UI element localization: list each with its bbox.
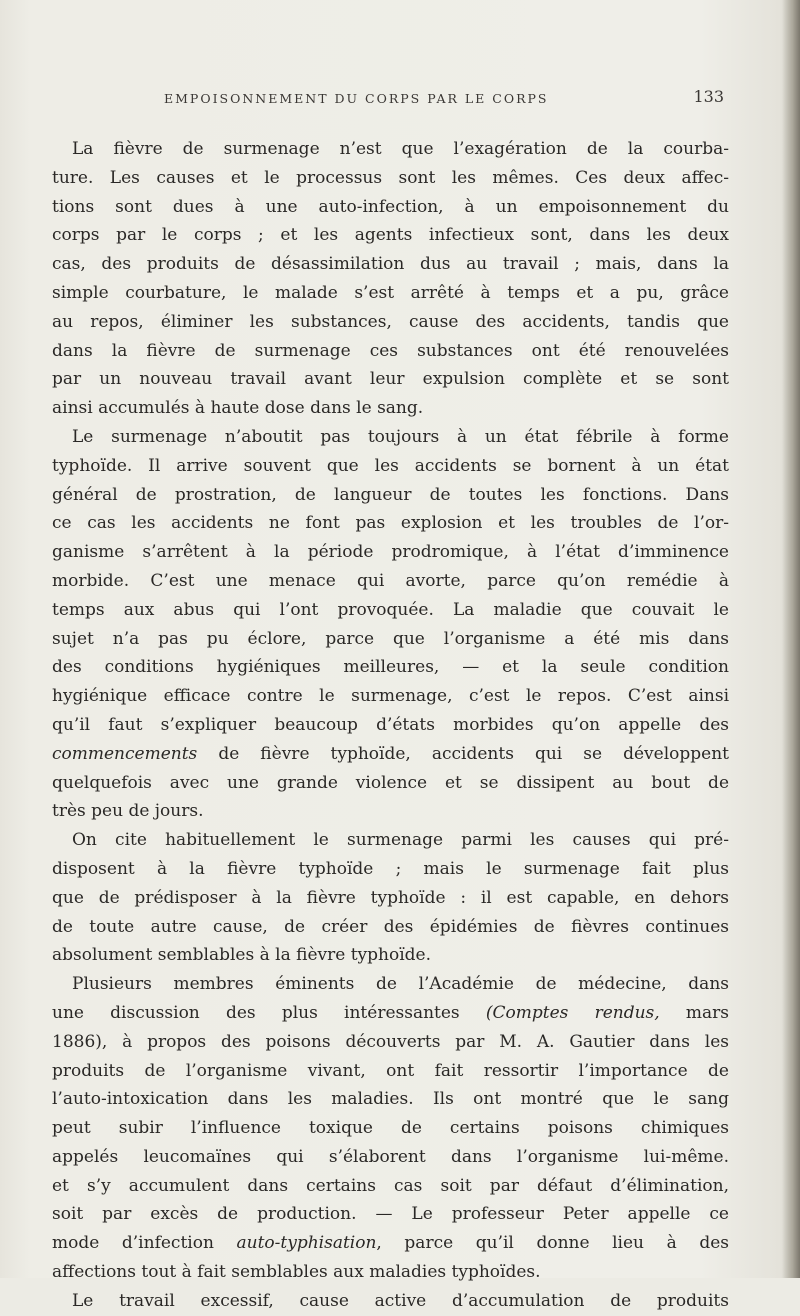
text-line (52, 221, 729, 250)
text-line (52, 193, 729, 222)
text-segment: soit par excès de production. — Le professeur Peter appelle ce (52, 1204, 729, 1225)
text-line (52, 337, 729, 366)
text-segment: peut subir l’influence toxique de certains poisons chimiques (52, 1118, 729, 1139)
text-segment: Le surmenage n’aboutit pas toujours à un état fébrile à forme (72, 426, 729, 447)
text-segment: appelés leucomaïnes qui s’élaborent dans l’organisme lui-même. (52, 1146, 729, 1167)
text-line (52, 1287, 729, 1316)
text-segment: typhoïde. Il arrive souvent que les accidents se bornent à un état (52, 455, 729, 476)
text-line (52, 884, 729, 913)
text-line (52, 279, 729, 308)
text-line (52, 1172, 729, 1201)
italic-text: auto-typhisation (236, 1233, 377, 1254)
text-segment: 1886), à propos des poisons découverts par M. A. Gautier dans les (52, 1031, 729, 1052)
text-line (52, 394, 729, 423)
text-segment: général de prostration, de langueur de toutes les fonctions. Dans (52, 484, 729, 505)
text-segment: par un nouveau travail avant leur expulsion complète et se sont (52, 369, 729, 390)
text-line (52, 913, 729, 942)
text-line (52, 481, 729, 510)
text-line (52, 1114, 729, 1143)
text-segment: ainsi accumulés à haute dose dans le sang. (52, 398, 424, 419)
text-segment: qu’il faut s’expliquer beaucoup d’états morbides qu’on appelle des (52, 714, 729, 735)
text-line (52, 452, 729, 481)
text-line (52, 797, 729, 826)
text-line (52, 365, 729, 394)
text-segment: absolument semblables à la fièvre typhoïde. (52, 945, 431, 966)
text-line (52, 711, 729, 740)
text-segment: cas, des produits de désassimilation dus au travail ; mais, dans la (52, 254, 729, 275)
text-segment: au repos, éliminer les substances, cause des accidents, tandis que (52, 311, 729, 332)
body-text (52, 135, 729, 1316)
text-segment: ture. Les causes et le processus sont les mêmes. Ces deux affec- (52, 167, 729, 188)
text-segment: quelquefois avec une grande violence et se dissipent au bout de (52, 772, 729, 793)
text-line (52, 1229, 729, 1258)
text-segment: ganisme s’arrêtent à la période prodromique, à l’état d’imminence (52, 542, 729, 563)
text-line (52, 1143, 729, 1172)
text-line (52, 509, 729, 538)
text-segment: corps par le corps ; et les agents infectieux sont, dans les deux (52, 225, 729, 246)
text-segment: disposent à la fièvre typhoïde ; mais le surmenage fait plus (52, 858, 729, 879)
text-line (52, 999, 729, 1028)
text-line (52, 1200, 729, 1229)
text-segment: La fièvre de surmenage n’est que l’exagération de la courba- (72, 139, 729, 159)
page-number: 133 (693, 87, 724, 106)
page-header (164, 87, 724, 111)
italic-text: commencements (52, 743, 198, 764)
text-line (52, 941, 729, 970)
text-line (52, 135, 729, 164)
text-segment: une discussion des plus intéressantes (52, 1002, 486, 1023)
italic-text: (Comptes rendus, (485, 1002, 660, 1023)
text-line (52, 653, 729, 682)
text-line (52, 855, 729, 884)
text-line (52, 826, 729, 855)
text-segment: l’auto-intoxication dans les maladies. Ils ont montré que le sang (52, 1089, 729, 1110)
page-spine-shadow (782, 0, 800, 1278)
text-segment: produits de l’organisme vivant, ont fait ressortir l’importance de (52, 1060, 729, 1081)
text-line (52, 970, 729, 999)
text-segment: sujet n’a pas pu éclore, parce que l’organisme a été mis dans (52, 628, 729, 649)
text-segment: que de prédisposer à la fièvre typhoïde : il est capable, en dehors (52, 887, 729, 908)
text-line (52, 682, 729, 711)
text-segment: morbide. C’est une menace qui avorte, parce qu’on remédie à (52, 570, 729, 591)
text-line (52, 1085, 729, 1114)
text-segment: temps aux abus qui l’ont provoquée. La maladie que couvait le (52, 599, 729, 620)
text-segment: dans la fièvre de surmenage ces substances ont été renouvelées (52, 340, 729, 361)
text-line (52, 1258, 729, 1287)
text-line (52, 1057, 729, 1086)
text-segment: mode d’infection (52, 1233, 237, 1254)
text-segment: On cite habituellement le surmenage parmi les causes qui pré- (72, 830, 729, 851)
text-line (52, 596, 729, 625)
text-segment: de fièvre typhoïde, accidents qui se développent (197, 743, 729, 764)
text-segment: hygiénique efficace contre le surmenage, c’est le repos. C’est ainsi (52, 686, 729, 707)
text-line (52, 423, 729, 452)
text-segment: de toute autre cause, de créer des épidémies de fièvres continues (52, 916, 729, 937)
text-segment: tions sont dues à une auto-infection, à un empoisonnement du (52, 196, 729, 217)
text-segment: mars (659, 1002, 729, 1023)
text-segment: Le travail excessif, cause active d’accumulation de produits (72, 1290, 729, 1311)
text-segment: simple courbature, le malade s’est arrêté à temps et a pu, grâce (52, 282, 729, 303)
text-segment: Plusieurs membres éminents de l’Académie de médecine, dans (72, 974, 729, 995)
text-line (52, 1028, 729, 1057)
text-line (52, 250, 729, 279)
text-segment: et s’y accumulent dans certains cas soit par défaut d’élimination, (52, 1175, 729, 1196)
text-line (52, 740, 729, 769)
text-segment: très peu de jours. (52, 801, 204, 822)
text-segment: , parce qu’il donne lieu à des (376, 1233, 729, 1254)
text-segment: affections tout à fait semblables aux maladies typhoïdes. (52, 1262, 541, 1283)
text-line (52, 164, 729, 193)
text-line (52, 567, 729, 596)
text-segment: ce cas les accidents ne font pas explosion et les troubles de l’or- (52, 513, 729, 534)
running-title: EMPOISONNEMENT DU CORPS PAR LE CORPS (164, 91, 549, 106)
text-line (52, 625, 729, 654)
text-line (52, 769, 729, 798)
text-line (52, 308, 729, 337)
text-segment: des conditions hygiéniques meilleures, — et la seule condition (52, 657, 729, 678)
text-line (52, 538, 729, 567)
